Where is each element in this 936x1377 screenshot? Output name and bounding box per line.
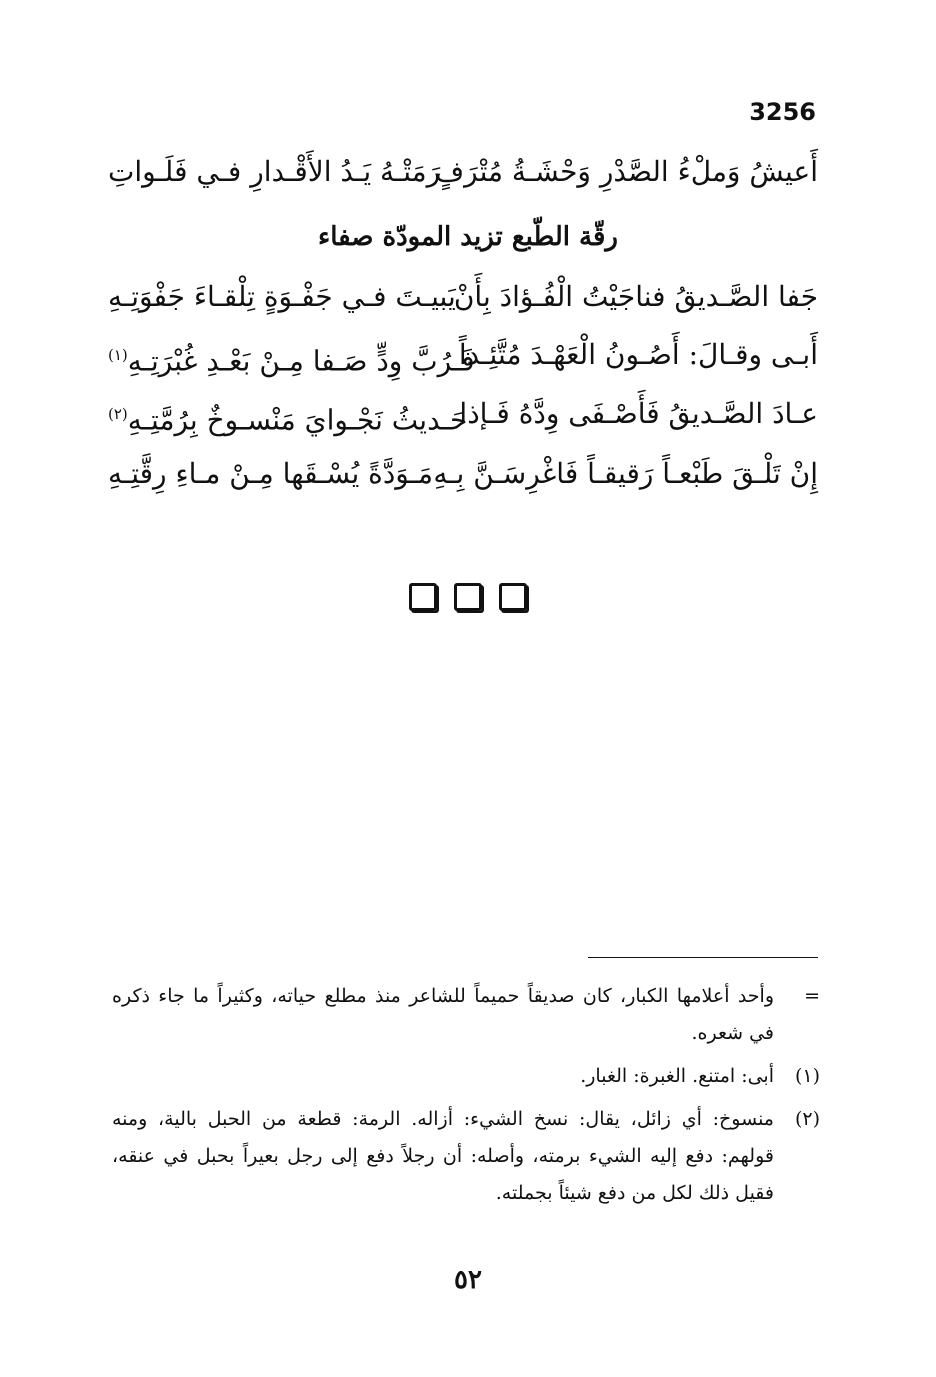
poem-title: رقّة الطّبع تزيد المودّة صفاء xyxy=(318,222,618,252)
footnote-text: وأحد أعلامها الكبار، كان صديقاً حميماً للشاعر منذ مطلع حياته، وكثيراً ما جاء ذكره في شعره. xyxy=(112,985,774,1044)
footnote-marker: = xyxy=(804,985,820,1007)
footnote-ref[interactable]: (١) xyxy=(108,346,128,364)
footnote-item xyxy=(112,1058,820,1095)
verse-line xyxy=(108,452,818,496)
verse-first-hemistich: أَبـى وقـالَ: أَصُـونُ الْعَهْـدَ مُتَّئِـداً xyxy=(458,338,818,371)
verse-text: يَبيـتَ فـي جَفْـوَةٍ تِلْقـاءَ جَفْوَتِـهِ xyxy=(108,280,456,313)
footnotes xyxy=(112,978,820,1218)
verse-first-hemistich: جَفا الصَّـديقُ فناجَيْتُ الْفُـؤادَ بِأَنْ xyxy=(453,280,818,313)
verse-second-hemistich xyxy=(108,392,467,442)
section-separator xyxy=(0,583,936,615)
square-ornament-icon xyxy=(499,583,527,611)
footnote-item xyxy=(112,978,820,1052)
verse-first-hemistich: إِنْ تَلْـقَ طَبْعـاً رَقيقـاً فَاغْرِسَـنَّ بِـهِ xyxy=(433,457,818,490)
verse-text: رَمَتْـهُ يَـدُ الأَقْـدارِ فـي فَلَـواتِ xyxy=(108,155,441,188)
footnote-text: منسوخ: أي زائل، يقال: نسخ الشيء: أزاله. الرمة: قطعة من الحبل بالية، ومنه قولهم: دفع إليه الشيء برمته، وأصله: أن رجلاً دفع إلى رجل بعيراً بحبل في عنقه، فقيل ذلك لكل من دفع شيئاً بجملته. xyxy=(112,1108,774,1204)
verse-first-hemistich: أَعيشُ وَملْءُ الصَّدْرِ وَحْشَـةُ مُتْرَفٍ xyxy=(435,155,818,188)
square-ornament-icon xyxy=(409,583,437,611)
verse-first-hemistich: عـادَ الصَّـديقُ فَأَصْـفَى وِدَّهُ فَـإذا xyxy=(459,397,818,430)
verse-second-hemistich xyxy=(108,275,456,319)
footnote-marker: (٢) xyxy=(794,1108,820,1130)
verse-text: فَـرُبَّ وِدٍّ صَـفا مِـنْ بَعْـدِ غُبْرَتِـهِ xyxy=(127,344,475,378)
square-ornament-icon xyxy=(454,583,482,611)
verse-line xyxy=(108,392,818,436)
footnote-divider xyxy=(588,957,818,958)
verse-text: حَـديثُ نَجْـوايَ مَنْسـوخٌ بِرُمَّتِـهِ xyxy=(127,403,468,437)
page-number: ٥٢ xyxy=(454,1265,482,1295)
footnote-item xyxy=(112,1101,820,1212)
verse-line xyxy=(108,333,818,377)
verse-text: مَـوَدَّةً يُسْـقَها مِـنْ مـاءِ رِقَّتِـهِ xyxy=(108,457,433,490)
verse-line xyxy=(108,150,818,194)
footnote-marker: (١) xyxy=(794,1065,820,1087)
verse-second-hemistich xyxy=(108,150,440,194)
footnote-ref[interactable]: (٢) xyxy=(108,405,128,423)
page-id: 3256 xyxy=(749,98,816,126)
verse-second-hemistich xyxy=(108,333,475,383)
verse-line xyxy=(108,275,818,319)
verse-second-hemistich xyxy=(108,452,433,496)
footnote-text: أبى: امتنع. الغبرة: الغبار. xyxy=(580,1065,774,1087)
